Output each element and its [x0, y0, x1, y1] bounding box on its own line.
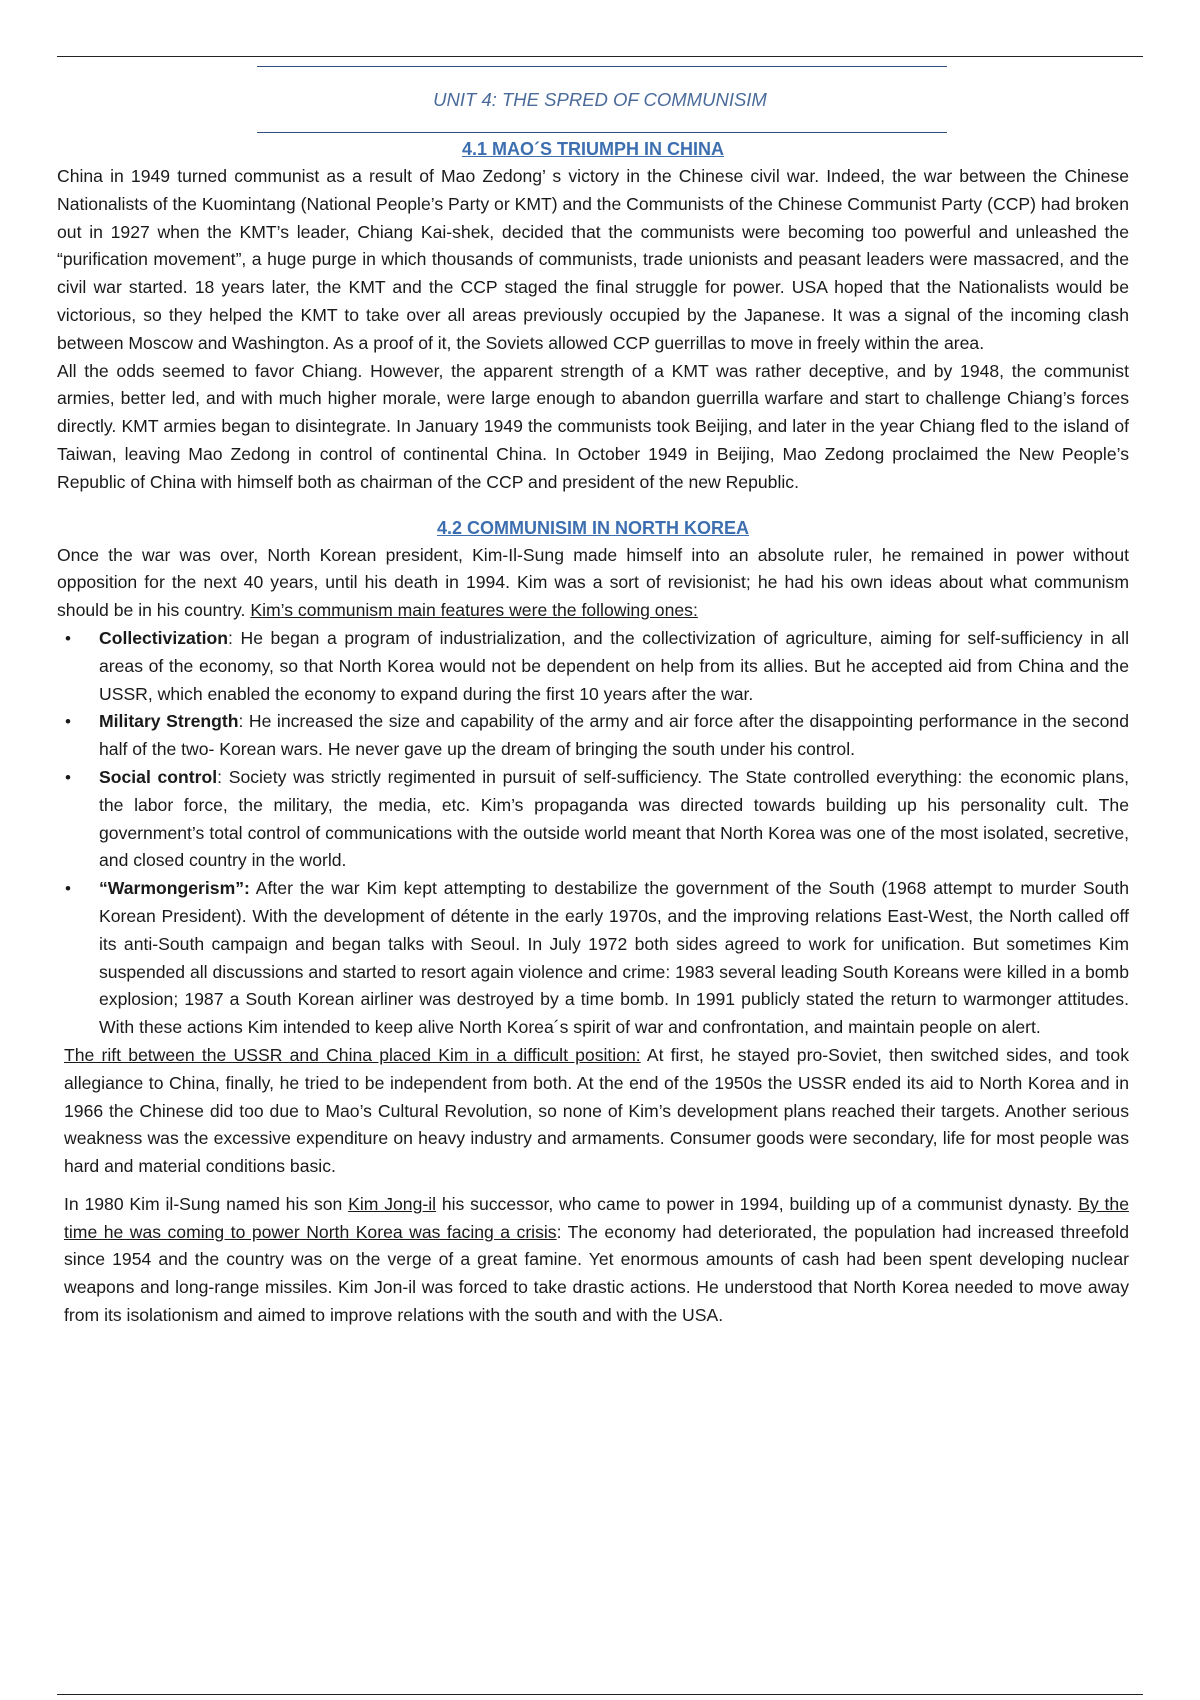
unit-title-top-line: [257, 66, 947, 67]
document-body: [57, 136, 1129, 1330]
bullet-icon: •: [65, 767, 71, 787]
feature-text: After the war Kim kept attempting to destabilize the government of the South (1968 attempt to murder South Korean President). With the development of détente in the early 1970s, and the improving relations East-West, the North called off its anti-South campaign and began talks with Seoul. In July 1972 both sides agreed to work for unification. But sometimes Kim suspended all discussions and started to resort again violence and crime: 1983 several leading South Koreans were killed in a bomb explosion; 1987 a South Korean airliner was destroyed by a time bomb. In 1991 publicly stated the return to warmonger attitudes. With these actions Kim intended to keep alive North Korea´s spirit of war and confrontation, and maintain people on alert.: [99, 878, 1129, 1038]
bullet-icon: •: [65, 628, 71, 648]
crisis-lead: By the time he was coming to power North Korea was facing a crisis: [64, 1193, 1129, 1242]
section-heading-korea: 4.2 COMMUNISIM IN NORTH KOREA: [436, 517, 749, 538]
feature-term: “Warmongerism”:: [99, 878, 250, 899]
feature-text: : He began a program of industrialization, and the collectivization of agriculture, aiming for self-sufficiency in all areas of the economy, so that North Korea would not be dependent on help from its allies. But he accepted aid from China and the USSR, which enabled the economy to expand during the first 10 years after the war.: [99, 627, 1129, 704]
bullet-icon: •: [65, 879, 71, 899]
korea-features-lead: Kim’s communism main features were the following ones:: [250, 600, 698, 621]
crisis-text: : The economy had deteriorated, the population had increased threefold since 1954 and the country was on the verge of a great famine. Yet enormous amounts of cash had been spent developing nuclear weapons and long-range missiles. Kim Jon-il was forced to take drastic actions. He understood that North Korea needed to move away from its isolationism and aimed to improve relations with the south and with the USA.: [64, 1221, 1129, 1326]
unit-title: UNIT 4: THE SPRED OF COMMUNISIM: [433, 89, 767, 110]
list-item: [65, 625, 1129, 708]
section-heading-china: 4.1 MAO´S TRIUMPH IN CHINA: [461, 139, 724, 159]
paragraph-rift: [57, 1042, 1129, 1181]
rift-text: At first, he stayed pro-Soviet, then switched sides, and took allegiance to China, finally, he tried to be independent from both. At the end of the 1950s the USSR ended its aid to North Korea and in 1966 the Chinese did too due to Mao’s Cultural Revolution, so none of Kim’s development plans reached their targets. Another serious weakness was the excessive expenditure on heavy industry and armaments. Consumer goods were secondary, life for most people was hard and material conditions basic.: [64, 1044, 1129, 1177]
features-list: [57, 625, 1129, 1042]
feature-text: : He increased the size and capability of the army and air force after the disappointing performance in the second half of the two- Korean wars. He never gave up the dream of bringing the south under his control.: [99, 711, 1129, 760]
paragraph-china-1: China in 1949 turned communist as a result of Mao Zedong’ s victory in the Chinese civil war. Indeed, the war between the Chinese Nationalists of the Kuomintang (National People’s Party or KMT) and the Communists of the Chinese Communist Party (CCP) had broken out in 1927 when the KMT’s leader, Chiang Kai-shek, decided that the communists were becoming too powerful and unleashed the “purification movement”, a huge purge in which thousands of communists, trade unionists and peasant leaders were massacred, and the civil war started. 18 years later, the KMT and the CCP staged the final struggle for power. USA hoped that the Nationalists would be victorious, so they helped the KMT to take over all areas previously occupied by the Japanese. It was a signal of the incoming clash between Moscow and Washington. As a proof of it, the Soviets allowed CCP guerrillas to move in freely within the area.: [57, 166, 1129, 353]
paragraph-succession: [57, 1191, 1129, 1330]
feature-term: Collectivization: [99, 627, 229, 648]
succession-text-a: In 1980 Kim il-Sung named his son: [64, 1193, 349, 1214]
bullet-icon: •: [65, 712, 71, 732]
top-rule: [57, 56, 1143, 57]
unit-title-bottom-line: [257, 132, 947, 133]
korea-intro-text: Once the war was over, North Korean president, Kim-Il-Sung made himself into an absolute ruler, he remained in power without opposition for the next 40 years, until his death in 1994. Kim was a sort of revisionist; he had his own ideas about what communism should be in his country.: [57, 544, 1129, 621]
succession-text-b: his successor, who came to power in 1994, building up of a communist dynasty.: [436, 1193, 1079, 1214]
feature-term: Military Strength: [99, 711, 239, 732]
successor-name: Kim Jong-il: [348, 1193, 437, 1214]
paragraph-china-2: All the odds seemed to favor Chiang. However, the apparent strength of a KMT was rather deceptive, and by 1948, the communist armies, better led, and with much higher morale, were large enough to abandon guerrilla warfare and start to challenge Chiang’s forces directly. KMT armies began to disintegrate. In January 1949 the communists took Beijing, and later in the year Chiang fled to the island of Taiwan, leaving Mao Zedong in control of continental China. In October 1949 in Beijing, Mao Zedong proclaimed the New People’s Republic of China with himself both as chairman of the CCP and president of the new Republic.: [57, 360, 1129, 492]
list-item: [65, 708, 1129, 764]
rift-lead: The rift between the USSR and China placed Kim in a difficult position:: [64, 1044, 641, 1065]
list-item: [65, 764, 1130, 875]
paragraph-korea-intro: [57, 542, 1129, 625]
feature-text: : Society was strictly regimented in pursuit of self-sufficiency. The State controlled everything: the economic plans, the labor force, the military, the media, etc. Kim’s propaganda was directed towards building up his personality cult. The government’s total control of communications with the outside world meant that North Korea was one of the most isolated, secretive, and closed country in the world.: [99, 766, 1130, 871]
bottom-rule: [57, 1694, 1143, 1695]
list-item: [65, 875, 1129, 1042]
feature-term: Social control: [99, 766, 218, 787]
